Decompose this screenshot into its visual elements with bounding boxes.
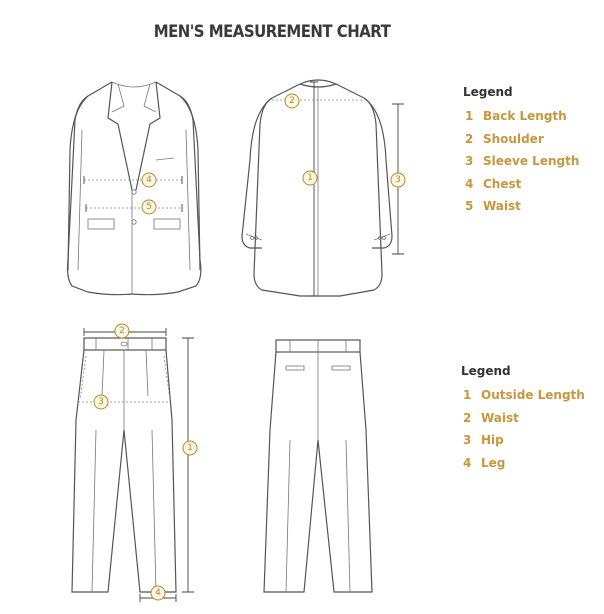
jacket-legend-title: Legend bbox=[463, 85, 513, 99]
jacket-legend-item: 4 Chest bbox=[465, 176, 522, 191]
marker-back-length-label: 1 bbox=[307, 173, 313, 183]
pants-legend bbox=[461, 364, 585, 474]
pants-back-view bbox=[264, 340, 372, 592]
marker-shoulder-label: 2 bbox=[289, 96, 295, 106]
jacket-front-outline bbox=[68, 82, 201, 295]
marker-sleeve-length-label: 3 bbox=[395, 175, 401, 185]
jacket-back-view bbox=[242, 80, 405, 296]
jacket-legend-item: 1 Back Length bbox=[465, 109, 567, 123]
jacket-legend-item: 3 Sleeve Length bbox=[465, 154, 580, 168]
pants-legend-item: 2 Waist bbox=[463, 410, 519, 425]
marker-outside-length-label: 1 bbox=[187, 443, 193, 453]
jacket-front-view bbox=[68, 82, 201, 295]
marker-leg-label: 4 bbox=[155, 588, 161, 598]
pants-front-view bbox=[72, 324, 197, 602]
pants-legend-title: Legend bbox=[461, 364, 511, 378]
jacket-legend bbox=[463, 85, 579, 218]
marker-waist-label: 5 bbox=[146, 202, 152, 212]
pants-legend-item: 1 Outside Length bbox=[463, 388, 585, 402]
marker-hip-label: 3 bbox=[98, 397, 104, 407]
jacket-legend-item: 2 Shoulder bbox=[465, 131, 544, 146]
chart-title: MEN'S MEASUREMENT CHART bbox=[153, 22, 391, 42]
marker-chest-label: 4 bbox=[146, 175, 152, 185]
marker-pants-waist-label: 2 bbox=[119, 326, 125, 336]
pants-legend-item: 3 Hip bbox=[463, 433, 504, 447]
jacket-legend-item: 5 Waist bbox=[465, 199, 521, 213]
pants-legend-item: 4 Leg bbox=[463, 455, 506, 470]
